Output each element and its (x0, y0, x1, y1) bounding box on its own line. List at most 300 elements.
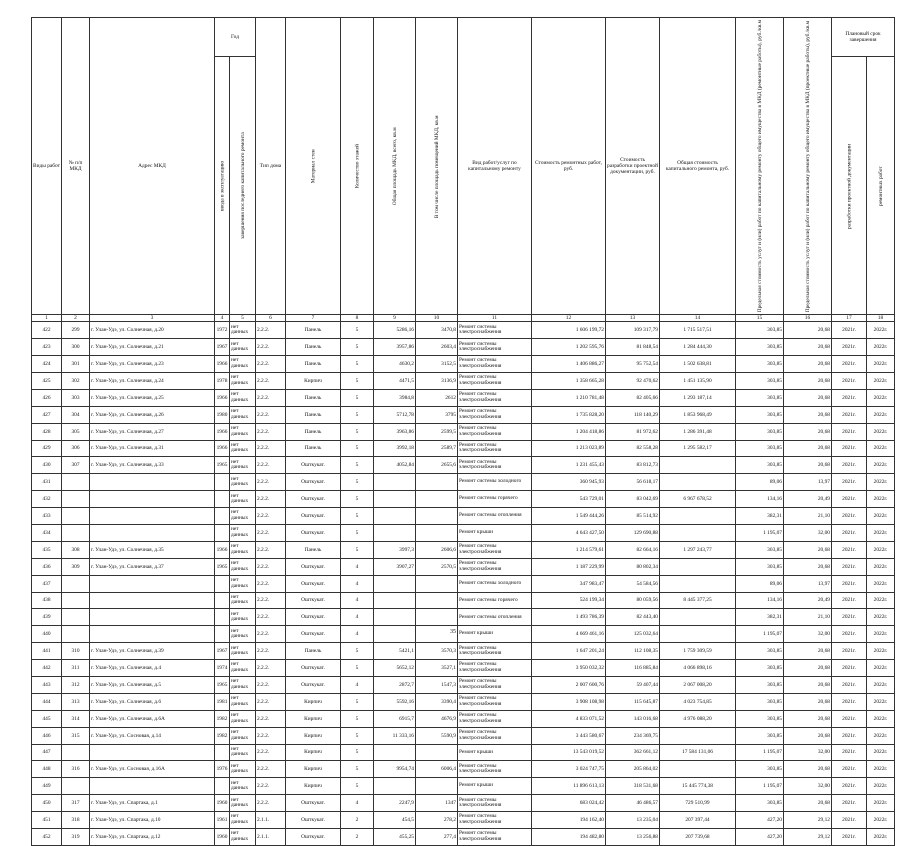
table-cell (90, 524, 215, 541)
table-cell: г. Улан-Удэ, ул. Солнечная, д.33 (90, 457, 215, 474)
table-cell: 451 (32, 812, 62, 829)
table-cell: 2021г. (832, 710, 867, 727)
table-cell: 422 (32, 322, 62, 339)
column-number: 12 (532, 315, 606, 322)
header-address: Адрес МКД (90, 18, 215, 315)
table-cell: 89,06 (736, 474, 784, 491)
table-cell: г. Улан-Удэ, ул. Сосновая, д.14 (90, 727, 215, 744)
table-cell: 5 (341, 693, 374, 710)
table-cell: 2.2.2. (256, 423, 286, 440)
header-year-group: Год (215, 18, 256, 57)
table-cell: Панель (286, 322, 341, 339)
table-cell: 1967 (215, 643, 230, 660)
table-cell: 1 606 199,72 (532, 322, 606, 339)
table-cell: 304 (62, 406, 90, 423)
table-cell: Ремонт системы электроснабжения (458, 339, 532, 356)
table-cell: 2022г. (867, 524, 895, 541)
table-cell (660, 727, 736, 744)
table-cell: нет данных (230, 389, 256, 406)
table-cell: Кирпич (286, 693, 341, 710)
table-cell: 303,85 (736, 660, 784, 677)
table-cell: Панель (286, 541, 341, 558)
table-cell (374, 491, 416, 508)
table-cell: 2.2.2. (256, 372, 286, 389)
table-cell: нет данных (230, 440, 256, 457)
table-cell (90, 508, 215, 525)
table-cell: 303,85 (736, 406, 784, 423)
table-row (32, 322, 895, 339)
table-cell: 427 (32, 406, 62, 423)
table-cell: 452 (32, 829, 62, 846)
table-cell (62, 575, 90, 592)
table-cell: 1547,3 (416, 676, 458, 693)
table-cell: 4 (341, 575, 374, 592)
table-cell: 2.1.1. (256, 812, 286, 829)
table-cell: 3907,27 (374, 558, 416, 575)
table-cell: 2021г. (832, 541, 867, 558)
table-cell: 21,10 (784, 508, 832, 525)
table-cell (416, 609, 458, 626)
table-cell: 1 647 201,24 (532, 643, 606, 660)
table-cell: 32,00 (784, 626, 832, 643)
table-cell: Ошткукат. (286, 575, 341, 592)
table-cell (62, 609, 90, 626)
table-cell: 303,85 (736, 727, 784, 744)
header-work-kind: Вид работ/услуг по капитальному ремонту (458, 18, 532, 315)
table-cell: 437 (32, 575, 62, 592)
table-cell: нет данных (230, 423, 256, 440)
table-cell: 15 445 774,38 (660, 778, 736, 795)
table-cell (374, 744, 416, 761)
table-cell: Ремонт системы электроснабжения (458, 322, 532, 339)
table-row (32, 440, 895, 457)
table-cell: 21,10 (784, 609, 832, 626)
table-row (32, 592, 895, 609)
table-cell: 303,85 (736, 710, 784, 727)
table-cell: 1 231 455,43 (532, 457, 606, 474)
table-cell: 1981 (215, 693, 230, 710)
table-cell: 3470,8 (416, 322, 458, 339)
table-cell: 20,68 (784, 558, 832, 575)
table-cell: 428 (32, 423, 62, 440)
table-cell: 2022г. (867, 829, 895, 846)
table-cell: 2.2.2. (256, 727, 286, 744)
table-cell: 303,85 (736, 643, 784, 660)
table-cell: 303,85 (736, 693, 784, 710)
table-cell: 20,68 (784, 795, 832, 812)
table-cell: Кирпич (286, 761, 341, 778)
table-cell: 5 (341, 322, 374, 339)
table-cell: 2022г. (867, 406, 895, 423)
table-row (32, 795, 895, 812)
table-cell: 2022г. (867, 457, 895, 474)
header-mkd-number: № п/п МКД (62, 18, 90, 315)
table-cell: 303,85 (736, 372, 784, 389)
table-cell: 1982 (215, 727, 230, 744)
table-cell: 81 848,54 (606, 339, 660, 356)
table-cell: 2.2.2. (256, 389, 286, 406)
table-cell: 5 (341, 423, 374, 440)
table-cell: 434 (32, 524, 62, 541)
table-cell: 2021г. (832, 676, 867, 693)
table-cell: 2021г. (832, 440, 867, 457)
table-cell: 303,85 (736, 423, 784, 440)
table-cell: Ремонт системы электроснабжения (458, 440, 532, 457)
table-cell: 20,68 (784, 406, 832, 423)
table-cell: 134,16 (736, 592, 784, 609)
table-cell: 3963,86 (374, 423, 416, 440)
table-cell: г. Улан-Удэ, ул. Солнечная, д.4 (90, 660, 215, 677)
table-cell: Ремонт системы электроснабжения (458, 710, 532, 727)
table-cell: 3527,1 (416, 660, 458, 677)
table-cell: 20,68 (784, 693, 832, 710)
table-cell: 4630,2 (374, 356, 416, 373)
table-cell: 2.2.2. (256, 474, 286, 491)
table-cell (215, 609, 230, 626)
table-cell: 449 (32, 778, 62, 795)
table-cell: 2022г. (867, 474, 895, 491)
table-cell: 20,68 (784, 356, 832, 373)
table-cell: Ремонт системы холодного (458, 474, 532, 491)
table-cell: 5 (341, 744, 374, 761)
table-cell: 2022г. (867, 339, 895, 356)
table-cell: 3 443 580,67 (532, 727, 606, 744)
table-cell: 433 (32, 508, 62, 525)
table-cell: Ремонт системы электроснабжения (458, 660, 532, 677)
table-cell: г. Улан-Удэ, ул. Солнечная, д.20 (90, 322, 215, 339)
table-cell: 303 (62, 389, 90, 406)
table-cell: 2022г. (867, 795, 895, 812)
table-cell: 2021г. (832, 778, 867, 795)
table-cell: 4 (341, 795, 374, 812)
table-cell: нет данных (230, 744, 256, 761)
column-number: 11 (458, 315, 532, 322)
table-cell: 8 445 377,25 (660, 592, 736, 609)
table-cell: 1965 (215, 457, 230, 474)
table-cell: 302 (62, 372, 90, 389)
table-cell: 382,31 (736, 609, 784, 626)
table-cell: 303,85 (736, 389, 784, 406)
table-cell: 1978 (215, 372, 230, 389)
table-row (32, 727, 895, 744)
table-cell: 3984,8 (374, 389, 416, 406)
table-cell: Ремонт системы электроснабжения (458, 727, 532, 744)
table-cell: 5 (341, 389, 374, 406)
table-cell: 1 715 517,51 (660, 322, 736, 339)
table-cell: 1 214 579,61 (532, 541, 606, 558)
table-cell: 2599,5 (416, 423, 458, 440)
table-cell: 362 661,12 (606, 744, 660, 761)
table-cell: 443 (32, 676, 62, 693)
table-cell: 20,49 (784, 592, 832, 609)
table-cell: 313 (62, 693, 90, 710)
table-cell: Ремонт крыши (458, 744, 532, 761)
table-cell: 4 (341, 592, 374, 609)
table-cell: 317 (62, 795, 90, 812)
table-cell: 2021г. (832, 524, 867, 541)
capital-repair-table (31, 17, 895, 846)
table-cell: 1 195,07 (736, 778, 784, 795)
column-number: 1 (32, 315, 62, 322)
table-cell: 143 016,68 (606, 710, 660, 727)
table-cell: 5 (341, 643, 374, 660)
table-cell: нет данных (230, 710, 256, 727)
table-cell: Ошткукат. (286, 524, 341, 541)
table-row (32, 372, 895, 389)
table-cell (62, 524, 90, 541)
table-cell: 1966 (215, 440, 230, 457)
table-cell: 2.2.2. (256, 710, 286, 727)
table-cell: 1 286 391,48 (660, 423, 736, 440)
table-cell: 318 531,68 (606, 778, 660, 795)
header-last-repair-year: завершения последнего капитального ремонта (230, 57, 256, 315)
table-cell: нет данных (230, 524, 256, 541)
table-cell: 2 007 600,76 (532, 676, 606, 693)
table-cell: 20,68 (784, 727, 832, 744)
table-cell: 2.2.2. (256, 406, 286, 423)
table-cell: Кирпич (286, 372, 341, 389)
table-cell: нет данных (230, 541, 256, 558)
table-cell: нет данных (230, 812, 256, 829)
table-cell: 2022г. (867, 491, 895, 508)
table-cell: 4 976 088,20 (660, 710, 736, 727)
table-cell: 278,2 (416, 812, 458, 829)
table-cell: 56 618,17 (606, 474, 660, 491)
table-cell: 2022г. (867, 508, 895, 525)
table-cell (62, 592, 90, 609)
table-cell: 1 210 781,48 (532, 389, 606, 406)
table-cell: 1 195,07 (736, 524, 784, 541)
table-cell: 2022г. (867, 744, 895, 761)
table-row (32, 778, 895, 795)
table-cell: 439 (32, 609, 62, 626)
table-cell: Ошткукат. (286, 491, 341, 508)
table-cell: 2.2.2. (256, 322, 286, 339)
table-cell: Ремонт системы электроснабжения (458, 356, 532, 373)
table-cell: 13 256,88 (606, 829, 660, 846)
table-cell: г. Улан-Удэ, ул. Солнечная, д.24 (90, 372, 215, 389)
table-cell: 305 (62, 423, 90, 440)
table-cell: 2021г. (832, 372, 867, 389)
table-cell: 2021г. (832, 609, 867, 626)
table-cell: 5 (341, 457, 374, 474)
table-cell: 311 (62, 660, 90, 677)
table-cell: 92 470,62 (606, 372, 660, 389)
table-cell (416, 592, 458, 609)
table-cell: 5 (341, 524, 374, 541)
table-cell: 446 (32, 727, 62, 744)
table-cell: нет данных (230, 558, 256, 575)
table-cell: 2021г. (832, 660, 867, 677)
table-cell: 6 967 678,52 (660, 491, 736, 508)
table-cell: 2021г. (832, 508, 867, 525)
table-cell: Ремонт системы электроснабжения (458, 693, 532, 710)
table-cell: 2.2.2. (256, 339, 286, 356)
table-cell: 4 (341, 676, 374, 693)
table-row (32, 829, 895, 846)
table-cell: нет данных (230, 727, 256, 744)
table-row (32, 423, 895, 440)
table-cell: Кирпич (286, 778, 341, 795)
table-cell: 83 812,73 (606, 457, 660, 474)
table-cell: Ошткукат. (286, 626, 341, 643)
table-cell: 319 (62, 829, 90, 846)
table-cell: 1 295 582,17 (660, 440, 736, 457)
table-cell: 1961 (215, 812, 230, 829)
table-cell: 306 (62, 440, 90, 457)
table-cell: 2.2.2. (256, 761, 286, 778)
table-cell: 2022г. (867, 575, 895, 592)
table-row (32, 575, 895, 592)
table-cell: 432 (32, 491, 62, 508)
table-cell: 2.2.2. (256, 626, 286, 643)
table-cell: 1967 (215, 339, 230, 356)
table-cell (90, 744, 215, 761)
table-cell: 109 317,79 (606, 322, 660, 339)
table-cell: 447 (32, 744, 62, 761)
table-cell: Ремонт системы отопления (458, 609, 532, 626)
table-cell: 2021г. (832, 389, 867, 406)
table-cell: Ремонт системы электроснабжения (458, 406, 532, 423)
table-cell: 2.2.2. (256, 592, 286, 609)
table-cell: 2021г. (832, 322, 867, 339)
table-cell (660, 474, 736, 491)
table-cell: 205 864,02 (606, 761, 660, 778)
table-cell: 1974 (215, 660, 230, 677)
table-cell: 2.2.2. (256, 356, 286, 373)
table-cell (374, 778, 416, 795)
table-cell: 112 108,35 (606, 643, 660, 660)
table-cell: 312 (62, 676, 90, 693)
table-cell: 2021г. (832, 744, 867, 761)
column-number: 3 (90, 315, 215, 322)
table-cell: 427,20 (736, 829, 784, 846)
table-cell: Ремонт системы электроснабжения (458, 372, 532, 389)
table-cell (90, 474, 215, 491)
table-cell (416, 508, 458, 525)
table-cell: 2021г. (832, 727, 867, 744)
table-cell: Ремонт крыши (458, 524, 532, 541)
table-cell: 427,20 (736, 812, 784, 829)
table-cell: 1966 (215, 356, 230, 373)
table-cell (90, 575, 215, 592)
table-cell: 2603,4 (416, 339, 458, 356)
table-cell: Ремонт системы электроснабжения (458, 457, 532, 474)
table-cell: 683 024,42 (532, 795, 606, 812)
table-row (32, 339, 895, 356)
column-number-row (32, 315, 895, 322)
table-cell: г. Улан-Удэ, ул. Солнечная, д.39 (90, 643, 215, 660)
table-cell: 129 690,88 (606, 524, 660, 541)
table-cell: 3570,3 (416, 643, 458, 660)
table-cell: Ремонт системы горячего (458, 592, 532, 609)
table-cell: 1 293 187,14 (660, 389, 736, 406)
table-cell: 455,25 (374, 829, 416, 846)
table-cell: нет данных (230, 626, 256, 643)
table-row (32, 508, 895, 525)
table-cell: 2022г. (867, 541, 895, 558)
table-row (32, 693, 895, 710)
column-number: 14 (660, 315, 736, 322)
table-cell: 11 896 613,13 (532, 778, 606, 795)
table-cell: 307 (62, 457, 90, 474)
table-cell: 5 (341, 356, 374, 373)
table-cell: 2021г. (832, 356, 867, 373)
table-cell: 5652,12 (374, 660, 416, 677)
table-cell: Панель (286, 406, 341, 423)
table-cell (416, 575, 458, 592)
table-cell: 440 (32, 626, 62, 643)
table-cell: 20,68 (784, 322, 832, 339)
table-cell: 1 759 309,59 (660, 643, 736, 660)
table-cell: 423 (32, 339, 62, 356)
column-number: 16 (784, 315, 832, 322)
table-cell: г. Улан-Удэ, ул. Спартака, д.10 (90, 812, 215, 829)
table-cell: нет данных (230, 592, 256, 609)
table-cell (215, 778, 230, 795)
table-cell: 318 (62, 812, 90, 829)
table-cell: 448 (32, 761, 62, 778)
table-cell: 1 195,07 (736, 744, 784, 761)
table-cell: нет данных (230, 474, 256, 491)
table-cell: г. Улан-Удэ, ул. Солнечная, д.6А (90, 710, 215, 727)
table-cell: Ремонт системы электроснабжения (458, 423, 532, 440)
table-cell: г. Улан-Удэ, ул. Солнечная, д.31 (90, 440, 215, 457)
table-cell: 5 (341, 541, 374, 558)
table-cell: 1 284 444,30 (660, 339, 736, 356)
table-cell: 299 (62, 322, 90, 339)
table-cell: 81 972,62 (606, 423, 660, 440)
table-cell: 115 645,87 (606, 693, 660, 710)
table-cell: 3 024 747,75 (532, 761, 606, 778)
table-cell: 426 (32, 389, 62, 406)
table-cell: 134,16 (736, 491, 784, 508)
header-planned-term: Плановый срок завершения (832, 18, 895, 57)
table-cell: 316 (62, 761, 90, 778)
table-cell: Панель (286, 423, 341, 440)
table-cell: 207 739,68 (660, 829, 736, 846)
table-row (32, 541, 895, 558)
table-cell (660, 558, 736, 575)
table-cell: нет данных (230, 761, 256, 778)
table-cell: 2.2.2. (256, 541, 286, 558)
table-cell (416, 474, 458, 491)
table-cell: 32,00 (784, 778, 832, 795)
table-cell: нет данных (230, 643, 256, 660)
table-cell: 1 195,07 (736, 626, 784, 643)
table-cell: Ошткукат. (286, 592, 341, 609)
table-cell (416, 524, 458, 541)
table-cell: 309 (62, 558, 90, 575)
table-cell: 5712,78 (374, 406, 416, 423)
table-cell: 4 (341, 558, 374, 575)
table-cell: 2655,6 (416, 457, 458, 474)
capital-repair-table-sheet (31, 17, 895, 846)
header-commissioning-year: ввода в эксплуатацию (215, 57, 230, 315)
table-cell: нет данных (230, 508, 256, 525)
table-cell: 2021г. (832, 339, 867, 356)
table-cell: 2021г. (832, 592, 867, 609)
table-cell: 5 (341, 660, 374, 677)
table-cell: 303,85 (736, 457, 784, 474)
column-number: 5 (230, 315, 256, 322)
table-cell: 2022г. (867, 676, 895, 693)
table-cell: Ремонт системы горячего (458, 491, 532, 508)
table-cell: 5 (341, 778, 374, 795)
table-cell: 13,97 (784, 474, 832, 491)
table-row (32, 558, 895, 575)
table-cell: 4676,9 (416, 710, 458, 727)
